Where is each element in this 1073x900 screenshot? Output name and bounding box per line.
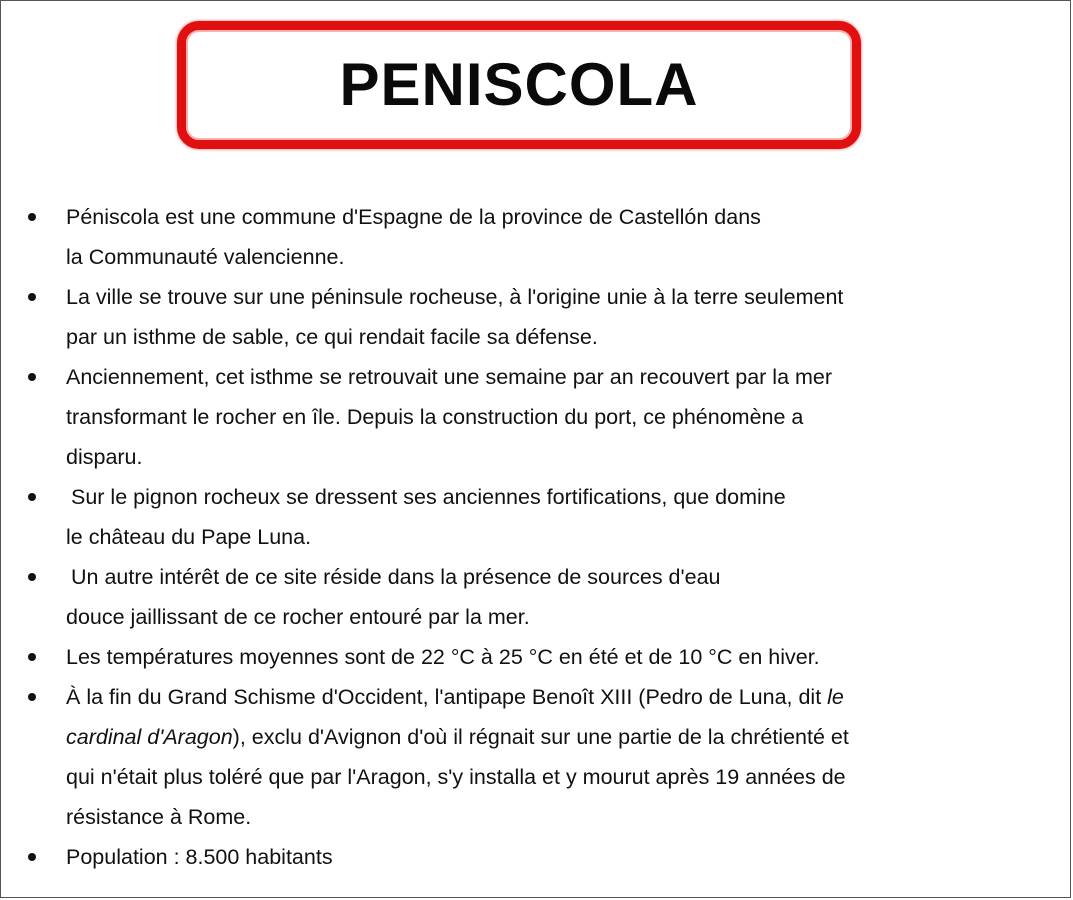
list-item (1, 557, 1072, 637)
bullet-icon (28, 653, 36, 661)
list-item-text: Anciennement, cet isthme se retrouvait une semaine par an recouvert par la mer (66, 365, 833, 389)
bullet-list (1, 197, 1072, 877)
list-item-text: Population : 8.500 habitants (66, 845, 333, 869)
list-item-italic-text: le (827, 685, 844, 709)
bullet-icon (28, 373, 36, 381)
bullet-icon (28, 853, 36, 861)
list-item (1, 357, 1072, 477)
list-item-text (66, 677, 1042, 717)
list-item-text: la Communauté valencienne. (66, 245, 345, 269)
list-item-text: douce jaillissant de ce rocher entouré par la mer. (66, 605, 530, 629)
bullet-icon (28, 573, 36, 581)
list-item-text: le château du Pape Luna. (66, 525, 312, 549)
list-item-text-part: ), exclu d'Avignon d'où il régnait sur une partie de la chrétienté et (232, 725, 849, 749)
list-item-text: par un isthme de sable, ce qui rendait facile sa défense. (66, 325, 598, 349)
list-item-text-part: À la fin du Grand Schisme d'Occident, l'antipape Benoît XIII (Pedro de Luna, dit (66, 685, 828, 709)
list-item-text: Les températures moyennes sont de 22 °C à 25 °C en été et de 10 °C en hiver. (66, 645, 820, 669)
list-item (1, 477, 1072, 557)
list-item-text (66, 717, 1042, 757)
bullet-icon (28, 493, 36, 501)
title-frame (177, 21, 861, 149)
list-item-text: qui n'était plus toléré que par l'Aragon, s'y installa et y mourut après 19 années de (66, 765, 846, 789)
list-item-text: Sur le pignon rocheux se dressent ses anciennes fortifications, que domine (71, 485, 786, 509)
list-item (1, 677, 1072, 837)
page-title: PENISCOLA (339, 51, 699, 118)
list-item-text: Péniscola est une commune d'Espagne de la province de Castellón dans (66, 205, 761, 229)
list-item-text: disparu. (66, 445, 143, 469)
list-item (1, 637, 1072, 677)
list-item (1, 837, 1072, 877)
list-item (1, 277, 1072, 357)
list-item-text: résistance à Rome. (66, 805, 252, 829)
list-item-text: transformant le rocher en île. Depuis la construction du port, ce phénomène a (66, 405, 804, 429)
list-item-text: Un autre intérêt de ce site réside dans la présence de sources d'eau (71, 565, 721, 589)
bullet-icon (28, 693, 36, 701)
list-item-text: La ville se trouve sur une péninsule rocheuse, à l'origine unie à la terre seulement (66, 285, 844, 309)
bullet-icon (28, 213, 36, 221)
list-item (1, 197, 1072, 277)
list-item-italic-text: cardinal d'Aragon (66, 725, 233, 749)
bullet-icon (28, 293, 36, 301)
